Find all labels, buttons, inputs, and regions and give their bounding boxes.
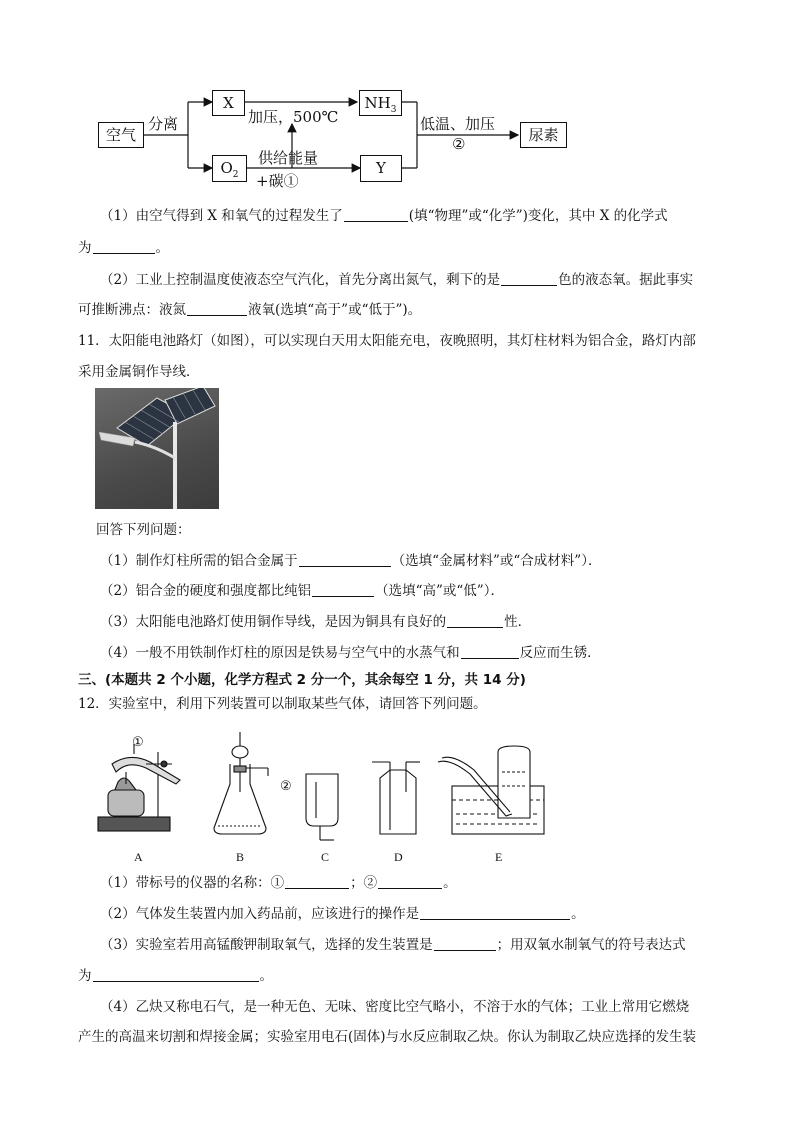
- mark-1-label: ①: [132, 734, 144, 749]
- q10-p2a: （2）工业上控制温度使液态空气汽化，首先分离出氮气，剩下的是: [100, 272, 501, 288]
- air-box: 空气: [98, 122, 144, 148]
- q11-stem-line2: 采用金属铜作导线．: [78, 364, 200, 380]
- q11-answer-prompt: 回答下列问题：: [96, 522, 191, 538]
- blank[interactable]: [299, 552, 391, 567]
- q10-p1a: （1）由空气得到 X 和氧气的过程发生了: [100, 208, 343, 224]
- q11-p1b: （选填“金属材料”或“合成材料”）．: [391, 553, 602, 569]
- q11-p4a: （4）一般不用铁制作灯柱的原因是铁易与空气中的水蒸气和: [100, 645, 460, 661]
- blank[interactable]: [285, 874, 349, 889]
- urea-box: 尿素: [520, 122, 567, 148]
- apparatus-d-label: D: [394, 850, 403, 864]
- condition-2-label: 低温、加压: [420, 115, 496, 133]
- blank[interactable]: [187, 301, 247, 316]
- q12-p3a: （3）实验室若用高锰酸钾制取氧气，选择的发生装置是: [100, 937, 433, 953]
- q10-part1-line2: [78, 238, 169, 258]
- apparatus-b-label: B: [236, 850, 245, 864]
- q10-part2-line2: [78, 300, 421, 320]
- energy-label: 供给能量: [258, 149, 319, 167]
- q12-p1a: （1）带标号的仪器的名称：①: [100, 875, 285, 891]
- o2-subscript: 2: [232, 170, 239, 180]
- nh3-text: NH: [364, 94, 391, 112]
- q12-p3d: 。: [259, 968, 273, 984]
- blank[interactable]: [312, 582, 374, 597]
- q11-part4: [100, 643, 601, 663]
- blank[interactable]: [378, 874, 442, 889]
- separate-label: 分离: [148, 115, 179, 133]
- blank[interactable]: [93, 239, 155, 254]
- q12-part4-line2: 产生的高温来切割和焊接金属；实验室用电石(固体)与水反应制取乙炔。你认为制取乙炔应选择的发生装: [78, 1029, 697, 1045]
- flow-diagram: [0, 80, 794, 190]
- q12-p1b: ；②: [350, 875, 378, 891]
- q12-p1c: 。: [443, 875, 457, 891]
- q10-p2b: 色的液态氧。据此事实: [558, 272, 694, 288]
- q10-part1-line1: [100, 206, 668, 226]
- nh3-subscript: 3: [390, 105, 397, 115]
- q12-p2a: （2）气体发生装置内加入药品前，应该进行的操作是: [100, 906, 420, 922]
- q11-p3b: 性．: [504, 614, 532, 630]
- blank[interactable]: [501, 271, 557, 286]
- q12-p3c: 为: [78, 968, 92, 984]
- q11-stem-line1: 11．太阳能电池路灯（如图），可以实现白天用太阳能充电，夜晚照明，其灯柱材料为铝合金，路灯内部: [78, 333, 696, 349]
- q11-p2a: （2）铝合金的硬度和强度都比纯铝: [100, 583, 312, 599]
- q12-stem: 12．实验室中，利用下列装置可以制取某些气体，请回答下列问题。: [78, 696, 487, 712]
- blank[interactable]: [461, 644, 519, 659]
- q11-part2: [100, 581, 504, 601]
- q12-p3b: ；用双氧水制氧气的符号表达式: [496, 937, 686, 953]
- q10-p1c: 为: [78, 240, 92, 256]
- q12-part2: [100, 904, 585, 924]
- condition-1-label: 加压，500℃: [248, 108, 339, 126]
- solar-lamp-photo: [95, 388, 219, 509]
- q11-p1a: （1）制作灯柱所需的铝合金属于: [100, 553, 298, 569]
- apparatus-figure: [90, 722, 560, 867]
- x-box: X: [212, 90, 245, 116]
- apparatus-a-label: A: [134, 850, 143, 864]
- blank[interactable]: [434, 936, 496, 951]
- q11-part3: [100, 612, 531, 632]
- carbon-label: +碳①: [256, 172, 299, 190]
- blank[interactable]: [447, 613, 503, 628]
- solar-lamp-drawing: [95, 388, 219, 509]
- blank[interactable]: [344, 207, 408, 222]
- blank[interactable]: [93, 967, 259, 982]
- q11-part1: [100, 551, 601, 571]
- q10-p1d: 。: [155, 240, 169, 256]
- q10-p2d: 液氧(选填“高于”或“低于”)。: [248, 302, 422, 318]
- apparatus-e-label: E: [495, 850, 503, 864]
- o2-box: [212, 155, 247, 182]
- condition-2-number: ②: [452, 135, 466, 153]
- section-3-heading: 三、(本题共 2 个小题，化学方程式 2 分一个，其余每空 1 分，共 14 分): [78, 672, 526, 688]
- blank[interactable]: [420, 905, 570, 920]
- mark-2-label: ②: [280, 778, 292, 793]
- apparatus-drawing: [90, 722, 560, 867]
- q12-part3-line1: [100, 935, 686, 955]
- q12-part4-line1: （4）乙炔又称电石气，是一种无色、无味、密度比空气略小，不溶于水的气体；工业上常用它燃烧: [100, 999, 690, 1015]
- q11-p3a: （3）太阳能电池路灯使用铜作导线，是因为铜具有良好的: [100, 614, 447, 630]
- q11-p4b: 反应而生锈．: [519, 645, 601, 661]
- q10-part2-line1: [100, 270, 693, 290]
- nh3-box: [359, 90, 402, 116]
- y-box: Y: [360, 155, 402, 182]
- q12-p2b: 。: [571, 906, 585, 922]
- q10-p2c: 可推断沸点：液氮: [78, 302, 186, 318]
- apparatus-c-label: C: [321, 850, 330, 864]
- q10-p1b: (填“物理”或“化学”)变化，其中 X 的化学式: [408, 208, 668, 224]
- q12-part3-line2: [78, 966, 273, 986]
- o2-text: O: [220, 159, 233, 177]
- q12-part1: [100, 873, 457, 893]
- q11-p2b: （选填“高”或“低”）．: [375, 583, 504, 599]
